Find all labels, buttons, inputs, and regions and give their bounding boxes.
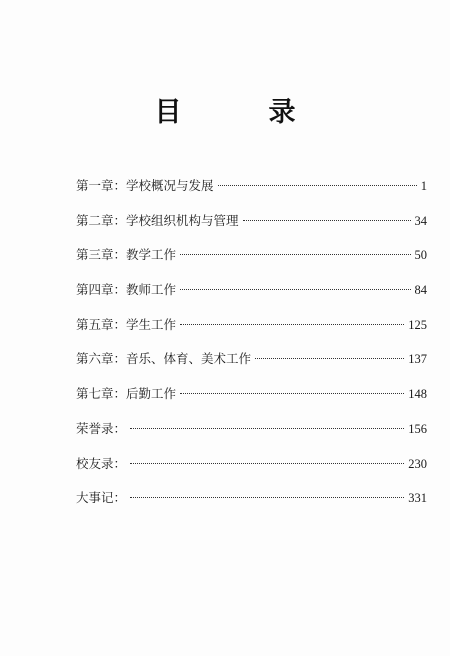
dot-leader (243, 220, 411, 221)
dot-leader (130, 497, 404, 498)
dot-leader (180, 289, 410, 290)
dot-leader (218, 185, 417, 186)
toc-entry-label: 第二章：学校组织机构与管理 (76, 212, 239, 228)
toc-entry-chapter-2 (76, 211, 427, 237)
toc-entry-page-number: 331 (408, 491, 427, 506)
toc-entry-chapter-6 (76, 349, 427, 375)
toc-entry-page-number: 34 (414, 213, 427, 228)
toc-entry-page-number: 1 (420, 179, 427, 193)
dot-leader (180, 254, 410, 255)
toc-entry-label: 第五章：学生工作 (76, 316, 177, 332)
dot-leader (255, 358, 404, 359)
toc-entry-label: 校友录： (76, 455, 127, 471)
dot-leader (180, 324, 404, 325)
toc-entry-label: 第一章：学校概况与发展 (76, 178, 214, 193)
toc-entry-label: 第六章：音乐、体育、美术工作 (76, 351, 252, 367)
toc-entry-label: 第三章：教学工作 (76, 247, 177, 263)
toc-entry-label: 大事记： (76, 490, 127, 506)
dot-leader (130, 428, 404, 429)
toc-entry-chapter-1 (76, 176, 427, 202)
dot-leader (180, 393, 404, 394)
toc-entry-chapter-7 (76, 384, 427, 410)
toc-entry-chapter-3 (76, 245, 427, 271)
toc-entry-page-number: 125 (408, 317, 427, 332)
toc-entry-page-number: 137 (408, 352, 427, 367)
toc-entry-page-number: 156 (408, 421, 427, 436)
toc-entry-page-number: 148 (408, 387, 427, 402)
toc-entry-label: 第四章：教师工作 (76, 282, 177, 298)
toc-entry-alumni (76, 454, 427, 480)
toc-entry-chapter-4 (76, 280, 427, 306)
toc-entry-page-number: 230 (408, 456, 427, 471)
table-of-contents (76, 176, 427, 523)
toc-entry-chronicle (76, 488, 427, 514)
toc-entry-page-number: 84 (414, 283, 427, 298)
page-title: 目 录 (154, 97, 326, 128)
toc-entry-honors (76, 419, 427, 445)
toc-entry-label: 荣誉录： (76, 420, 127, 436)
toc-entry-label: 第七章：后勤工作 (76, 386, 177, 402)
toc-entry-chapter-5 (76, 315, 427, 341)
toc-entry-page-number: 50 (414, 248, 427, 263)
dot-leader (130, 463, 404, 464)
